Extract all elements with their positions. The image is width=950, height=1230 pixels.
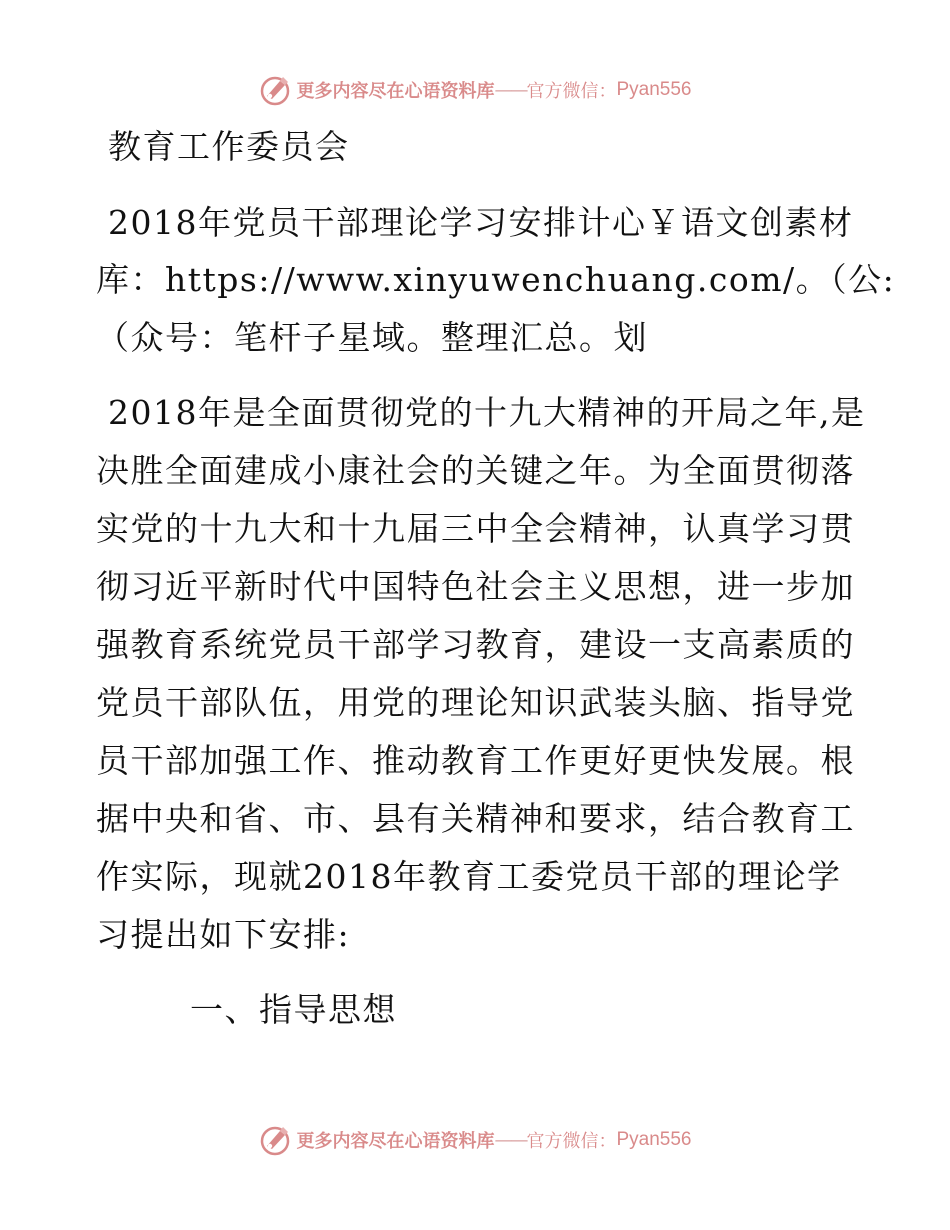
body-line-10: 习提出如下安排: — [96, 915, 351, 954]
title-line-2: 库：https://www.xinyuwenchuang.com/。（公: — [96, 260, 896, 299]
pen-logo-icon — [258, 1122, 294, 1158]
watermark-label: 官方微信： — [526, 81, 617, 102]
body-line-9: 作实际，现就2018年教育工委党员干部的理论学 — [96, 857, 842, 896]
body-line-2: 决胜全面建成小康社会的关键之年。为全面贯彻落 — [96, 451, 855, 490]
body-line-8: 据中央和省、市、县有关精神和要求，结合教育工 — [96, 799, 855, 838]
body-line-4: 彻习近平新时代中国特色社会主义思想，进一步加 — [96, 567, 855, 606]
title-line-3: （众号：笔杆子星域。整理汇总。划 — [96, 318, 648, 357]
body-line-3: 实党的十九大和十九届三中全会精神，认真学习贯 — [96, 509, 855, 548]
watermark-separator: —— — [494, 79, 527, 101]
body-line-7: 员干部加强工作、推动教育工作更好更快发展。根 — [96, 741, 855, 780]
watermark-wechat-id: Pyan556 — [616, 1129, 692, 1150]
body-line-1: 2018年是全面贯彻党的十九大精神的开局之年,是 — [108, 393, 866, 432]
title-line-1: 2018年党员干部理论学习安排计心￥语文创素材 — [108, 203, 854, 242]
body-line-5: 强教育系统党员干部学习教育，建设一支高素质的 — [96, 625, 855, 664]
section-heading: 一、指导思想 — [190, 990, 397, 1029]
watermark-text: 更多内容尽在心语资料库 — [296, 81, 495, 102]
watermark-separator: —— — [494, 1129, 527, 1151]
org-name: 教育工作委员会 — [108, 127, 350, 166]
watermark-wechat-id: Pyan556 — [616, 79, 692, 100]
pen-logo-icon — [258, 72, 294, 108]
header-watermark — [0, 70, 950, 110]
footer-watermark — [0, 1120, 950, 1160]
watermark-label: 官方微信： — [526, 1131, 617, 1152]
watermark-text: 更多内容尽在心语资料库 — [296, 1131, 495, 1152]
body-line-6: 党员干部队伍，用党的理论知识武装头脑、指导党 — [96, 683, 855, 722]
